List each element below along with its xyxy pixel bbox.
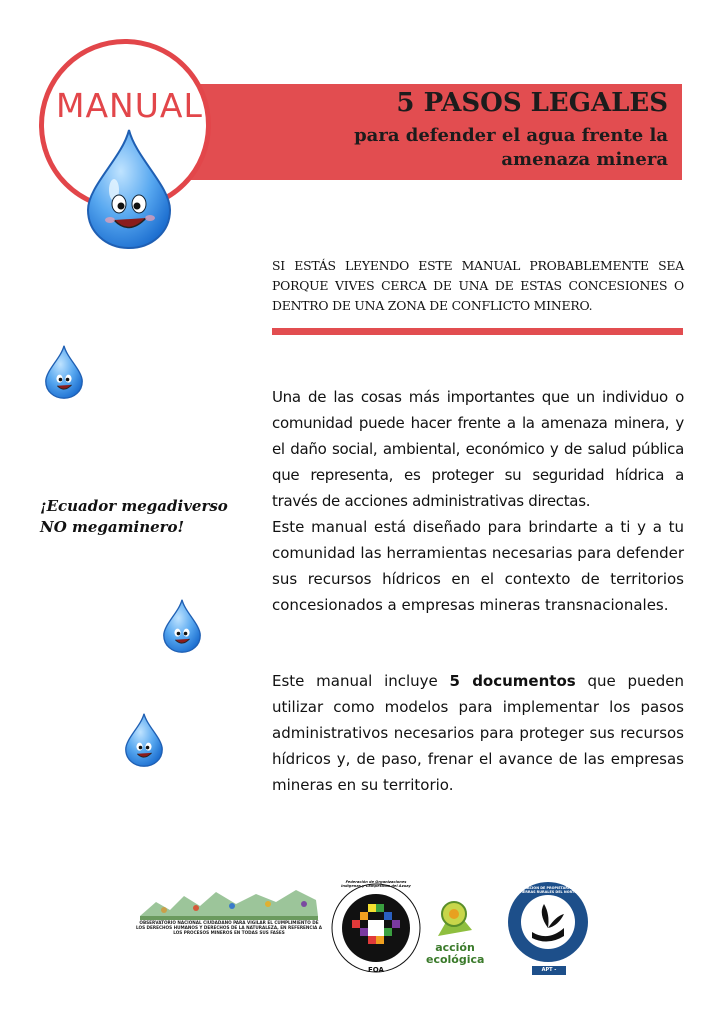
- foa-logo: [332, 880, 420, 978]
- manual-title: 5 PASOS LEGALES: [396, 88, 668, 118]
- slogan-line-1: ¡Ecuador megadiverso: [40, 497, 228, 515]
- body-paragraph-1: Una de las cosas más importantes que un individuo o comunidad puede hacer frente a la amenaza minera, y el daño social, ambiental, económico y de salud pública que representa, es proteger su seguridad hídrica a través de acciones administrativas directas.: [272, 388, 684, 510]
- accion-line-1: acción: [435, 941, 475, 954]
- manual-subtitle: para defender el agua frente la amenaza minera: [354, 125, 668, 170]
- paragraph-3-text-a: Este manual incluye: [272, 672, 450, 690]
- paragraph-3-text-b: que pueden utilizar como modelos para implementar los pasos administrativos necesarios para proteger sus recursos hídricos y, de paso, frenar el avance de las empresas mineras en su territorio.: [272, 672, 684, 794]
- documents-count-emphasis: 5 documentos: [449, 672, 576, 690]
- partner-logos: [136, 880, 596, 990]
- slogan: [40, 496, 240, 538]
- apt-label: APT - NORTE: [539, 967, 559, 982]
- foa-ring-text: Federación de Organizaciones Indígenas y Campesinas del Azuay: [341, 880, 411, 888]
- body-paragraph-3: [272, 668, 684, 798]
- water-drop-mascot-large: [84, 128, 174, 250]
- water-drop-icon: [162, 598, 202, 654]
- observatorio-caption: OBSERVATORIO NACIONAL CIUDADANO PARA VIGILAR EL CUMPLIMIENTO DE LOS DERECHOS HUMANOS Y DERECHOS DE LA NATURALEZA, EN REFERENCIA A LOS PROCESOS MINEROS EN TODAS SUS FASES: [136, 920, 322, 935]
- water-drop-icon: [124, 712, 164, 768]
- apt-ring-text: ASOCIACION DE PROPIETARIOS DE TIERRAS RURALES DEL NORTE: [515, 886, 581, 894]
- slogan-line-2: NO megaminero!: [40, 518, 185, 536]
- divider-red: [272, 328, 683, 335]
- apt-norte-logo: [508, 882, 588, 982]
- accion-line-2: ecológica: [426, 953, 485, 966]
- manual-label: MANUAL: [56, 86, 203, 125]
- accion-ecologica-logo: [426, 902, 484, 976]
- foa-label: FOA: [368, 966, 384, 974]
- water-drop-icon: [44, 344, 84, 400]
- observatorio-logo: [136, 890, 322, 952]
- body-paragraph-2: Este manual está diseñado para brindarte a ti y a tu comunidad las herramientas necesarias para defender sus recursos hídricos en el contexto de territorios concesionados a empresas mineras transnacionales.: [272, 518, 684, 614]
- intro-text: SI ESTÁS LEYENDO ESTE MANUAL PROBABLEMENTE SEA PORQUE VIVES CERCA DE UNA DE ESTAS CONCESIONES O DENTRO DE UNA ZONA DE CONFLICTO MINERO.: [272, 258, 684, 313]
